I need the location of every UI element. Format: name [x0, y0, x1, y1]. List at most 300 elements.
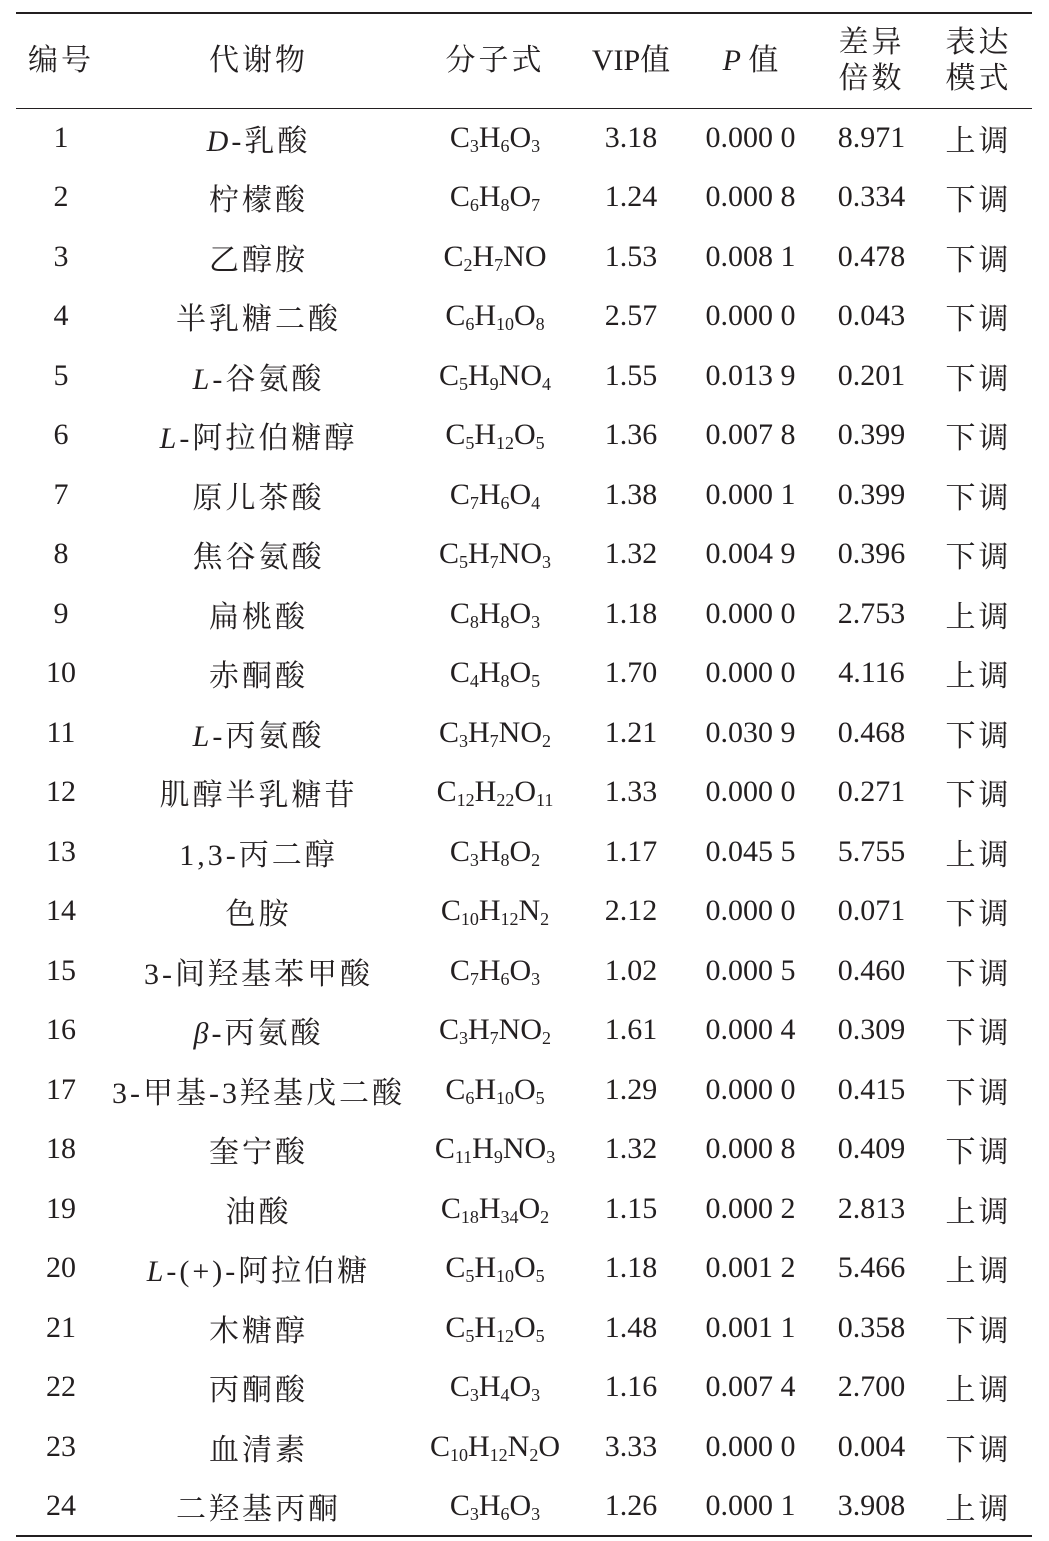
cell-expression-mode: 上调 — [945, 600, 1012, 634]
cell-vip: 2.12 — [604, 894, 658, 928]
formula-element: H — [478, 477, 501, 511]
cell-expression-mode: 上调 — [945, 1492, 1012, 1526]
cell-expression-mode: 上调 — [945, 1195, 1012, 1229]
cell-fold-change: 0.358 — [837, 1310, 906, 1344]
cell-metabolite — [106, 1239, 411, 1299]
metabolite-name: -丙氨酸 — [212, 719, 325, 753]
formula-element: NO — [498, 1013, 543, 1047]
formula-subscript: 8 — [500, 195, 510, 216]
cell-formula — [411, 1120, 579, 1180]
formula-subscript: 5 — [531, 671, 541, 692]
cell-formula — [411, 822, 579, 882]
cell-index: 5 — [53, 358, 69, 392]
cell-formula — [411, 227, 579, 287]
cell-metabolite — [106, 525, 411, 585]
cell-expression-mode: 下调 — [945, 243, 1012, 277]
formula-element: C — [434, 1132, 455, 1166]
metabolite-name: 木糖醇 — [209, 1314, 308, 1348]
formula-subscript: 7 — [494, 254, 504, 275]
cell-expression-mode: 下调 — [945, 481, 1012, 515]
table-row — [16, 763, 1032, 823]
metabolite-name: 3-甲基-3羟基戊二酸 — [112, 1076, 405, 1110]
formula-element: C — [449, 596, 470, 630]
table-row — [16, 1239, 1032, 1299]
formula-element: C — [449, 834, 470, 868]
cell-fold-change: 2.700 — [837, 1370, 906, 1404]
header-p-italic: P — [722, 43, 741, 77]
cell-metabolite — [106, 1060, 411, 1120]
cell-p-value: 0.001 1 — [705, 1310, 796, 1344]
header-p-value — [683, 13, 818, 108]
cell-formula — [411, 1001, 579, 1061]
cell-expression-mode: 下调 — [945, 541, 1012, 575]
formula-subscript: 5 — [465, 1266, 475, 1287]
cell-vip: 1.33 — [604, 775, 658, 809]
cell-fold-change: 8.971 — [837, 121, 906, 154]
formula-element: C — [438, 715, 459, 749]
formula-element: O — [538, 1429, 561, 1463]
header-fold-line2: 倍数 — [838, 61, 905, 95]
metabolite-name: 3-间羟基苯甲酸 — [144, 957, 373, 991]
cell-expression-mode: 下调 — [945, 1076, 1012, 1110]
cell-vip: 1.18 — [604, 1251, 658, 1285]
cell-index: 16 — [46, 1013, 76, 1047]
formula-element: H — [478, 656, 501, 690]
formula-subscript: 3 — [469, 1503, 479, 1524]
table-header — [16, 13, 1032, 108]
formula-subscript: 5 — [535, 1087, 545, 1108]
cell-metabolite — [106, 1477, 411, 1537]
formula-element: C — [449, 121, 470, 154]
cell-vip: 1.18 — [604, 596, 658, 630]
formula-subscript: 12 — [496, 433, 514, 454]
formula-subscript: 2 — [540, 909, 550, 930]
cell-p-value: 0.000 0 — [705, 775, 796, 809]
formula-subscript: 3 — [459, 1028, 468, 1049]
cell-metabolite — [106, 703, 411, 763]
cell-index: 20 — [46, 1251, 76, 1285]
cell-formula — [411, 1179, 579, 1239]
formula-element: O — [514, 1072, 536, 1106]
formula-element: C — [440, 894, 461, 928]
metabolite-name: 丙酮酸 — [209, 1374, 308, 1408]
cell-formula — [411, 644, 579, 704]
table-row — [16, 584, 1032, 644]
formula-element: O — [509, 477, 532, 511]
table-row — [16, 882, 1032, 942]
metabolite-name: 二羟基丙酮 — [176, 1492, 341, 1526]
cell-fold-change: 0.004 — [837, 1429, 906, 1463]
cell-expression-mode: 上调 — [945, 1374, 1012, 1408]
formula-element: H — [468, 537, 490, 571]
cell-fold-change: 4.116 — [838, 656, 905, 690]
formula-element: H — [478, 180, 501, 214]
cell-formula — [411, 346, 579, 406]
cell-p-value: 0.000 5 — [705, 953, 796, 987]
cell-formula — [411, 1298, 579, 1358]
metabolite-name: 1,3-丙二醇 — [179, 838, 338, 872]
formula-element: H — [474, 1310, 496, 1344]
formula-element: C — [449, 477, 470, 511]
cell-p-value: 0.000 0 — [705, 596, 796, 630]
metabolite-prefix: L — [192, 362, 213, 396]
formula-element: O — [514, 299, 536, 333]
formula-element: H — [474, 1072, 496, 1106]
cell-metabolite — [106, 346, 411, 406]
cell-index: 14 — [46, 894, 76, 928]
formula-subscript: 3 — [542, 552, 552, 573]
table-row — [16, 108, 1032, 168]
cell-index: 12 — [46, 775, 76, 809]
cell-metabolite — [106, 168, 411, 228]
cell-vip: 1.16 — [604, 1370, 658, 1404]
formula-subscript: 8 — [500, 849, 510, 870]
cell-formula — [411, 525, 579, 585]
cell-formula — [411, 1060, 579, 1120]
cell-vip: 1.15 — [604, 1191, 658, 1225]
metabolite-name: 赤酮酸 — [209, 660, 308, 694]
cell-metabolite — [106, 763, 411, 823]
cell-expression-mode: 下调 — [945, 362, 1012, 396]
cell-expression-mode: 下调 — [945, 719, 1012, 753]
cell-vip: 1.21 — [604, 715, 658, 749]
table-row — [16, 406, 1032, 466]
cell-formula — [411, 1239, 579, 1299]
cell-index: 1 — [53, 121, 69, 154]
formula-subscript: 8 — [469, 611, 479, 632]
cell-metabolite — [106, 1120, 411, 1180]
formula-subscript: 4 — [531, 492, 541, 513]
metabolite-prefix: L — [159, 422, 180, 456]
formula-element: C — [440, 1191, 461, 1225]
formula-subscript: 34 — [500, 1206, 519, 1227]
cell-formula — [411, 1358, 579, 1418]
cell-formula — [411, 941, 579, 1001]
cell-expression-mode: 下调 — [945, 184, 1012, 218]
cell-index: 13 — [46, 834, 76, 868]
header-fold-line1: 差异 — [838, 25, 905, 59]
formula-element: H — [474, 1251, 496, 1285]
cell-formula — [411, 465, 579, 525]
cell-vip: 1.32 — [604, 1132, 658, 1166]
cell-formula — [411, 406, 579, 466]
formula-subscript: 4 — [469, 671, 479, 692]
header-row — [16, 13, 1032, 108]
formula-subscript: 6 — [469, 195, 479, 216]
formula-subscript: 3 — [531, 1385, 541, 1406]
cell-fold-change: 0.399 — [837, 418, 906, 452]
formula-element: C — [443, 239, 464, 273]
formula-element: O — [509, 953, 532, 987]
formula-subscript: 10 — [496, 1087, 514, 1108]
metabolite-name: 焦谷氨酸 — [192, 541, 325, 575]
table-row — [16, 346, 1032, 406]
cell-metabolite — [106, 108, 411, 168]
metabolite-name: -(+)-阿拉伯糖 — [166, 1255, 371, 1289]
cell-fold-change: 2.753 — [837, 596, 906, 630]
formula-element: C — [438, 537, 459, 571]
cell-fold-change: 0.396 — [837, 537, 906, 571]
cell-metabolite — [106, 1298, 411, 1358]
formula-element: H — [478, 953, 501, 987]
formula-subscript: 11 — [536, 790, 554, 811]
cell-fold-change: 0.468 — [837, 715, 906, 749]
cell-vip: 1.32 — [604, 537, 658, 571]
header-vip: VIP值 — [579, 13, 683, 108]
header-index: 编号 — [16, 13, 106, 108]
cell-p-value: 0.000 0 — [705, 299, 796, 333]
formula-element: H — [478, 596, 501, 630]
header-formula: 分子式 — [411, 13, 579, 108]
formula-element: C — [449, 1370, 470, 1404]
formula-subscript: 6 — [500, 968, 510, 989]
formula-element: NO — [498, 715, 543, 749]
cell-p-value: 0.045 5 — [705, 834, 796, 868]
cell-fold-change: 0.460 — [837, 953, 906, 987]
formula-subscript: 7 — [531, 195, 541, 216]
cell-fold-change: 0.043 — [837, 299, 906, 333]
table-row — [16, 703, 1032, 763]
cell-fold-change: 0.409 — [837, 1132, 906, 1166]
cell-fold-change: 0.201 — [837, 358, 906, 392]
formula-element: H — [474, 418, 496, 452]
cell-p-value: 0.000 2 — [705, 1191, 796, 1225]
formula-element: H — [468, 715, 490, 749]
cell-p-value: 0.000 0 — [705, 656, 796, 690]
table-body — [16, 108, 1032, 1536]
metabolite-name: 肌醇半乳糖苷 — [159, 779, 358, 813]
formula-element: C — [445, 299, 466, 333]
cell-metabolite — [106, 584, 411, 644]
formula-element: N — [518, 894, 541, 928]
cell-vip: 1.61 — [604, 1013, 658, 1047]
formula-subscript: 4 — [500, 1385, 510, 1406]
table-row — [16, 1001, 1032, 1061]
formula-subscript: 6 — [465, 314, 475, 335]
formula-element: H — [478, 834, 501, 868]
formula-element: C — [449, 953, 470, 987]
metabolite-name: -阿拉伯糖醇 — [179, 422, 358, 456]
table-row — [16, 227, 1032, 287]
cell-formula — [411, 1477, 579, 1537]
cell-expression-mode: 下调 — [945, 898, 1012, 932]
metabolite-name: 扁桃酸 — [209, 600, 308, 634]
header-fold-change — [818, 13, 925, 108]
formula-element: O — [509, 180, 532, 214]
formula-element: O — [518, 1191, 541, 1225]
cell-index: 10 — [46, 656, 76, 690]
cell-expression-mode: 下调 — [945, 957, 1012, 991]
formula-subscript: 3 — [531, 136, 541, 156]
cell-p-value: 0.001 2 — [705, 1251, 796, 1285]
metabolite-name: -乳酸 — [231, 125, 311, 158]
metabolite-name: 奎宁酸 — [209, 1136, 308, 1170]
cell-fold-change: 0.415 — [837, 1072, 906, 1106]
cell-index: 9 — [53, 596, 69, 630]
formula-subscript: 12 — [500, 909, 519, 930]
formula-element: H — [478, 1370, 501, 1404]
cell-vip: 1.26 — [604, 1488, 658, 1522]
table-row — [16, 941, 1032, 1001]
formula-element: O — [509, 121, 532, 154]
table-row — [16, 1120, 1032, 1180]
formula-element: O — [514, 775, 536, 809]
formula-subscript: 5 — [535, 1325, 545, 1346]
cell-formula — [411, 763, 579, 823]
cell-expression-mode: 下调 — [945, 422, 1012, 456]
formula-subscript: 12 — [489, 1444, 508, 1465]
metabolite-name: 乙醇胺 — [209, 243, 308, 277]
table-row — [16, 1417, 1032, 1477]
cell-metabolite — [106, 644, 411, 704]
formula-element: H — [474, 775, 497, 809]
metabolite-name: -丙氨酸 — [211, 1017, 324, 1051]
cell-expression-mode: 上调 — [945, 1255, 1012, 1289]
formula-subscript: 2 — [542, 1028, 552, 1049]
cell-p-value: 0.004 9 — [705, 537, 796, 571]
table-row — [16, 1358, 1032, 1418]
cell-fold-change: 3.908 — [837, 1488, 906, 1522]
header-mode-line2: 模式 — [945, 61, 1012, 95]
formula-subscript: 11 — [454, 1147, 473, 1168]
cell-vip: 1.17 — [604, 834, 658, 868]
formula-subscript: 5 — [465, 433, 475, 454]
cell-metabolite — [106, 1417, 411, 1477]
formula-subscript: 2 — [463, 254, 473, 275]
formula-subscript: 3 — [459, 730, 468, 751]
cell-index: 24 — [46, 1488, 76, 1522]
cell-p-value: 0.008 1 — [705, 239, 796, 273]
cell-p-value: 0.030 9 — [705, 715, 796, 749]
formula-subscript: 10 — [496, 314, 514, 335]
formula-subscript: 6 — [500, 492, 510, 513]
cell-vip: 3.33 — [604, 1429, 658, 1463]
cell-vip: 1.02 — [604, 953, 658, 987]
cell-formula — [411, 108, 579, 168]
formula-element: H — [478, 121, 501, 154]
formula-element: C — [445, 418, 466, 452]
cell-index: 6 — [53, 418, 69, 452]
formula-subscript: 2 — [531, 849, 541, 870]
formula-subscript: 8 — [500, 671, 510, 692]
formula-subscript: 5 — [535, 433, 545, 454]
formula-subscript: 12 — [456, 790, 475, 811]
table-row — [16, 1298, 1032, 1358]
cell-vip: 1.38 — [604, 477, 658, 511]
cell-metabolite — [106, 406, 411, 466]
cell-vip: 1.48 — [604, 1310, 658, 1344]
formula-element: H — [478, 1488, 501, 1522]
cell-p-value: 0.000 4 — [705, 1013, 796, 1047]
formula-element: O — [509, 656, 532, 690]
cell-fold-change: 0.309 — [837, 1013, 906, 1047]
cell-vip: 1.29 — [604, 1072, 658, 1106]
formula-subscript: 10 — [460, 909, 479, 930]
formula-element: H — [478, 894, 501, 928]
cell-expression-mode: 上调 — [945, 660, 1012, 694]
cell-p-value: 0.000 0 — [705, 1429, 796, 1463]
table-row — [16, 1179, 1032, 1239]
formula-element: C — [449, 1488, 470, 1522]
cell-p-value: 0.007 4 — [705, 1370, 796, 1404]
formula-element: H — [472, 239, 495, 273]
cell-p-value: 0.007 8 — [705, 418, 796, 452]
cell-expression-mode: 下调 — [945, 1433, 1012, 1467]
formula-subscript: 6 — [500, 136, 510, 156]
formula-element: C — [429, 1429, 450, 1463]
formula-element: O — [509, 1488, 532, 1522]
formula-subscript: 2 — [540, 1206, 550, 1227]
formula-subscript: 3 — [469, 136, 479, 156]
cell-metabolite — [106, 822, 411, 882]
formula-subscript: 3 — [546, 1147, 556, 1168]
formula-element: H — [468, 1429, 490, 1463]
formula-element: O — [509, 1370, 532, 1404]
cell-vip: 1.53 — [604, 239, 658, 273]
formula-element: NO — [503, 239, 547, 273]
cell-vip: 1.36 — [604, 418, 658, 452]
formula-element: O — [514, 1251, 536, 1285]
formula-subscript: 9 — [489, 373, 499, 394]
cell-vip: 1.24 — [604, 180, 658, 214]
formula-element: N — [507, 1429, 530, 1463]
cell-vip: 3.18 — [604, 121, 658, 154]
formula-element: H — [474, 299, 496, 333]
header-expression-mode — [925, 13, 1032, 108]
formula-subscript: 10 — [496, 1266, 514, 1287]
formula-element: C — [449, 656, 470, 690]
cell-p-value: 0.000 0 — [705, 894, 796, 928]
formula-subscript: 2 — [542, 730, 552, 751]
table-row — [16, 287, 1032, 347]
cell-metabolite — [106, 1179, 411, 1239]
cell-p-value: 0.000 1 — [705, 477, 796, 511]
cell-index: 3 — [53, 239, 69, 273]
cell-p-value: 0.000 8 — [705, 1132, 796, 1166]
formula-element: H — [468, 358, 490, 392]
formula-subscript: 2 — [529, 1444, 539, 1465]
cell-index: 19 — [46, 1191, 76, 1225]
header-mode-line1: 表达 — [945, 25, 1012, 59]
formula-subscript: 9 — [493, 1147, 503, 1168]
cell-expression-mode: 下调 — [945, 1017, 1012, 1051]
cell-index: 2 — [53, 180, 69, 214]
formula-subscript: 7 — [469, 492, 479, 513]
cell-metabolite — [106, 227, 411, 287]
formula-element: H — [468, 1013, 490, 1047]
formula-subscript: 3 — [469, 1385, 479, 1406]
table-row — [16, 525, 1032, 585]
formula-element: O — [509, 596, 532, 630]
table-row — [16, 1060, 1032, 1120]
formula-element: O — [514, 1310, 536, 1344]
table-row — [16, 644, 1032, 704]
formula-element: C — [449, 180, 470, 214]
cell-metabolite — [106, 882, 411, 942]
metabolite-prefix: β — [193, 1017, 212, 1051]
formula-subscript: 3 — [531, 611, 541, 632]
formula-subscript: 8 — [535, 314, 545, 335]
cell-p-value: 0.000 1 — [705, 1488, 796, 1522]
cell-metabolite — [106, 287, 411, 347]
formula-subscript: 3 — [469, 849, 479, 870]
formula-subscript: 7 — [489, 730, 499, 751]
formula-element: C — [436, 775, 457, 809]
metabolite-name: 色胺 — [225, 898, 292, 932]
formula-subscript: 10 — [450, 1444, 468, 1465]
metabolite-prefix: L — [192, 719, 213, 753]
formula-subscript: 5 — [459, 373, 468, 394]
